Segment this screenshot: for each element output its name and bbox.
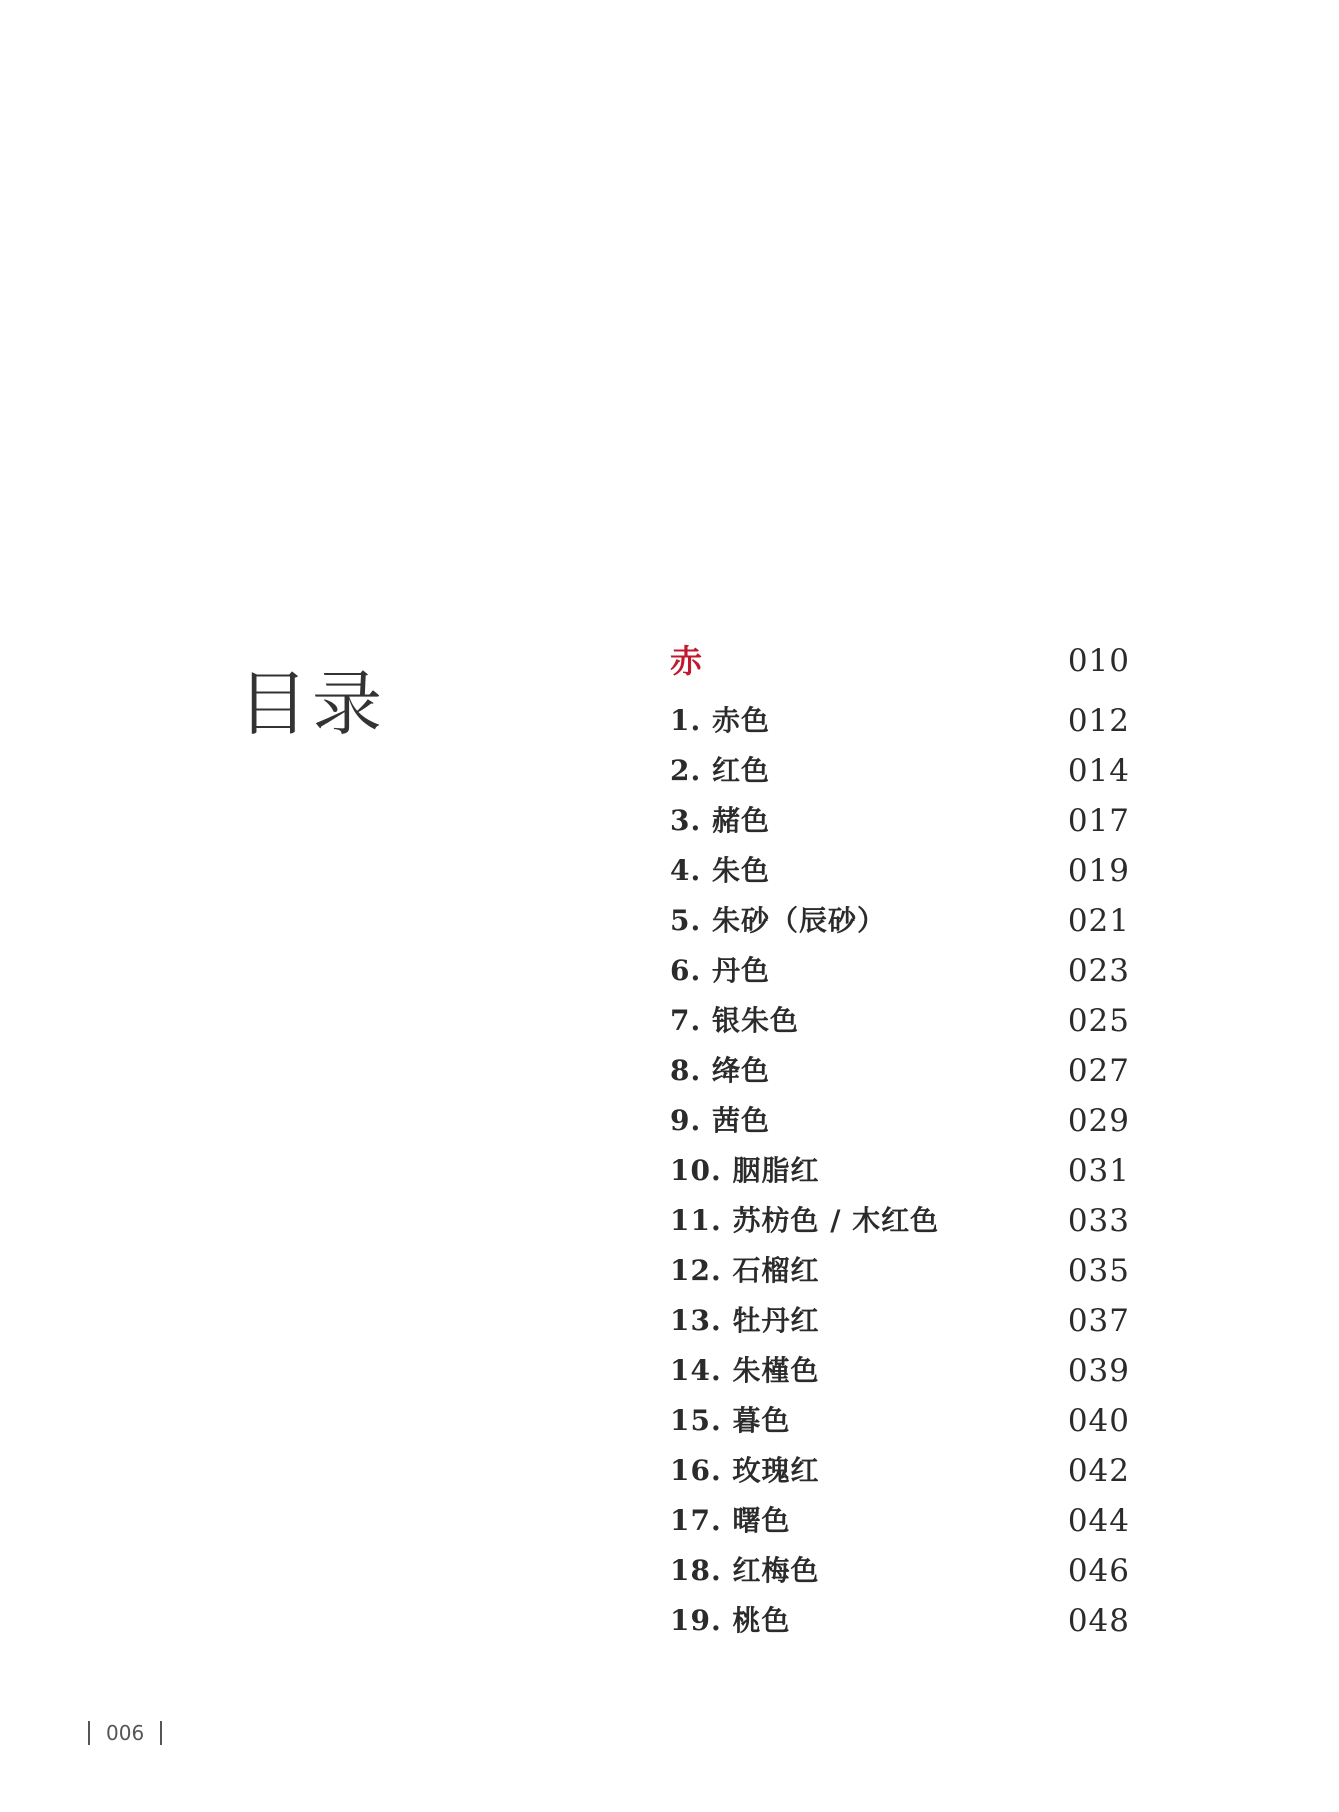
page-footer [88, 1718, 162, 1748]
toc-entry-title: 18. 红梅色 [670, 1554, 820, 1587]
toc-entry-page-number: 023 [1067, 953, 1130, 989]
toc-entry-title: 15. 暮色 [670, 1404, 791, 1437]
toc-entry-title: 9. 茜色 [670, 1104, 770, 1137]
toc-entry-page-number: 012 [1067, 703, 1130, 739]
toc-entry-page-number: 031 [1067, 1153, 1130, 1189]
toc-entry-13[interactable] [670, 1296, 1130, 1346]
toc-entry-title: 16. 玫瑰红 [670, 1454, 820, 1487]
toc-entry-18[interactable] [670, 1546, 1130, 1596]
toc-entry-page-number: 044 [1067, 1503, 1130, 1539]
toc-entry-title: 5. 朱砂（辰砂） [670, 904, 886, 937]
toc-entry-19[interactable] [670, 1596, 1130, 1646]
toc-section-heading[interactable] [670, 636, 1130, 686]
toc-entry-page-number: 033 [1067, 1203, 1130, 1239]
page-title: 目录 [238, 662, 386, 745]
toc-entry-page-number: 037 [1067, 1303, 1130, 1339]
toc-entry-5[interactable] [670, 896, 1130, 946]
toc-entry-title: 7. 银朱色 [670, 1004, 799, 1037]
toc-entry-page-number: 021 [1067, 903, 1130, 939]
footer-right-bar [160, 1721, 162, 1745]
footer-page-number: 006 [106, 1721, 145, 1745]
toc-entry-1[interactable] [670, 696, 1130, 746]
toc-entry-title: 14. 朱槿色 [670, 1354, 820, 1387]
toc-entry-page-number: 035 [1067, 1253, 1130, 1289]
toc-entry-8[interactable] [670, 1046, 1130, 1096]
toc-entry-page-number: 025 [1067, 1003, 1130, 1039]
toc-entry-page-number: 046 [1067, 1553, 1130, 1589]
toc-entry-page-number: 048 [1067, 1603, 1130, 1639]
toc-entry-page-number: 042 [1067, 1453, 1130, 1489]
toc-entry-title: 3. 赭色 [670, 804, 770, 837]
toc-entry-title: 12. 石榴红 [670, 1254, 820, 1287]
toc-entry-6[interactable] [670, 946, 1130, 996]
footer-left-bar [88, 1721, 90, 1745]
toc-entry-page-number: 039 [1067, 1353, 1130, 1389]
toc-entry-title: 19. 桃色 [670, 1604, 791, 1637]
toc-entry-12[interactable] [670, 1246, 1130, 1296]
toc-entry-3[interactable] [670, 796, 1130, 846]
toc-entry-page-number: 017 [1067, 803, 1130, 839]
toc-entry-7[interactable] [670, 996, 1130, 1046]
toc-entry-9[interactable] [670, 1096, 1130, 1146]
section-label: 赤 [670, 642, 703, 680]
toc-entry-16[interactable] [670, 1446, 1130, 1496]
table-of-contents [670, 636, 1130, 1646]
toc-entry-title: 1. 赤色 [670, 704, 770, 737]
toc-entry-page-number: 040 [1067, 1403, 1130, 1439]
toc-entry-title: 11. 苏枋色 / 木红色 [670, 1204, 940, 1237]
toc-entry-15[interactable] [670, 1396, 1130, 1446]
toc-entry-17[interactable] [670, 1496, 1130, 1546]
toc-entry-title: 4. 朱色 [670, 854, 770, 887]
toc-entry-2[interactable] [670, 746, 1130, 796]
section-page-number: 010 [1067, 643, 1130, 679]
toc-entry-page-number: 019 [1067, 853, 1130, 889]
toc-entry-14[interactable] [670, 1346, 1130, 1396]
toc-entry-title: 13. 牡丹红 [670, 1304, 820, 1337]
toc-entry-title: 8. 绛色 [670, 1054, 770, 1087]
toc-entry-page-number: 014 [1067, 753, 1130, 789]
toc-entry-10[interactable] [670, 1146, 1130, 1196]
toc-entry-title: 17. 曙色 [670, 1504, 791, 1537]
toc-entry-4[interactable] [670, 846, 1130, 896]
toc-entry-page-number: 027 [1067, 1053, 1130, 1089]
toc-entry-page-number: 029 [1067, 1103, 1130, 1139]
toc-entry-11[interactable] [670, 1196, 1130, 1246]
toc-entry-title: 6. 丹色 [670, 954, 770, 987]
toc-entry-title: 10. 胭脂红 [670, 1154, 820, 1187]
toc-entry-title: 2. 红色 [670, 754, 770, 787]
